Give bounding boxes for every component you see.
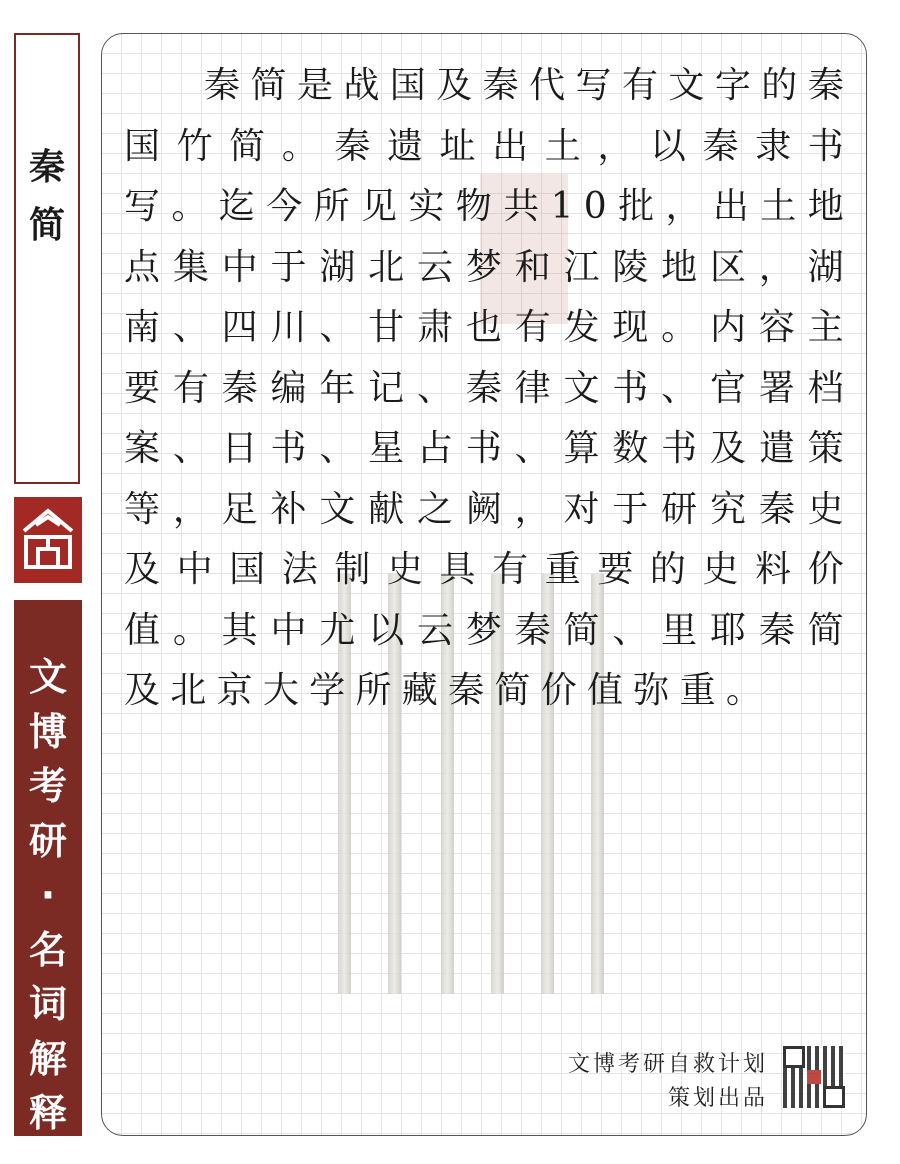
definition-text: 秦简是战国及秦代写有文字的秦国竹简。秦遗址出土，以秦隶书写。迄今所见实物共10批，出土地点集中于湖北云梦和江陵地区，湖南、四川、甘肃也有发现。内容主要有秦编年记、秦律文书、官署档案、日书、星占书、算数书及遣策等，足补文献之阙，对于研究秦史及中国法制史具有重要的史料价值。其中尤以云梦秦简、里耶秦简及北京大学所藏秦简价值弥重。 xyxy=(124,65,854,711)
series-char: 名 xyxy=(28,927,67,972)
series-char: 研 xyxy=(28,818,67,863)
series-char: 考 xyxy=(28,764,67,808)
series-char: 解 xyxy=(28,1036,67,1081)
term-title-box xyxy=(14,33,80,484)
grid-paper-panel xyxy=(101,33,867,1136)
credit-plan: 文博考研自救计划 xyxy=(567,1052,768,1077)
series-char: 词 xyxy=(28,982,67,1026)
term-char-1: 秦 xyxy=(28,147,65,188)
series-char: · xyxy=(40,873,56,917)
qr-code-icon[interactable] xyxy=(783,1046,845,1108)
term-char-2: 简 xyxy=(28,205,65,246)
series-char: 释 xyxy=(28,1091,67,1135)
series-char: 博 xyxy=(28,709,67,754)
seal-icon xyxy=(14,497,82,583)
series-char: 文 xyxy=(28,655,67,699)
series-title-box xyxy=(14,600,82,1136)
qr-logo-icon xyxy=(807,1070,821,1084)
credit-producer: 策划出品 xyxy=(667,1086,768,1111)
